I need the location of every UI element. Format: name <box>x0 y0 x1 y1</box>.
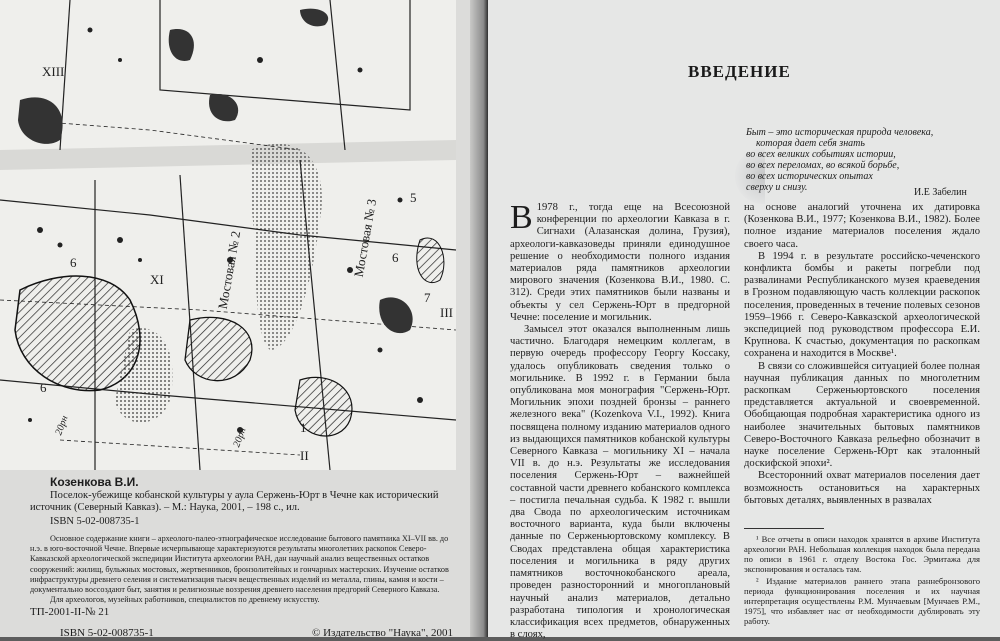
book-audience: Для археологов, музейных работников, специалистов по древнему искусству. <box>50 595 320 605</box>
epigraph-line: Быт – это историческая природа человека, <box>746 127 934 138</box>
map-label-7: 7 <box>424 290 431 305</box>
footnotes <box>744 534 980 628</box>
map-label-6b: 6 <box>392 250 399 265</box>
drop-cap: В <box>510 199 533 236</box>
paragraph-text: 1978 г., тогда еще на Всесоюзной конференции по археологии Кавказа в г. Сигнахи (Алазанская долина, Грузия), археологи-кавказоведы приняли единодушное решение о необходимости полного издания материалов ряда памятников археологии мирового значения (Козенкова В.И., 1980. С. 312). Среди этих памятников были названы и объекты у сел Сержень-Юрт в предгорной Чечне: поселение и могильник. <box>510 202 730 323</box>
paragraph: на основе аналогий уточнена их датировка (Козенкова В.И., 1977; Козенкова В.И., 1982). Более полное издание материалов поселения ждало своего часа. <box>744 202 980 250</box>
text-column-left <box>510 199 730 641</box>
map-label-grid-20a: 20рн <box>53 414 71 437</box>
book-annotation: Основное содержание книги – археолого-палео-этнографическое исследование бытового памятника XI–VII вв. до н.э. в юго-восточной Чечне. Впервые исчерпывающе характеризуются результаты многолетних раскопок Северо-Кавказской археологической экспедиции Института археологии РАН, дан научный анализ вещественных остатков сооружений: жилищ, бульжных мостовых, жертвенников, бронзолитейных и гончарных мастерских. Изучение остатков инфраструктуры древнего селения и систематизация тысяч вещественных изделий из металла, глины, камня и кости – документально воссоздают быт, занятия и религиозные воззрения древнего населения предгорий Северного Кавказа. <box>30 534 449 595</box>
book-description: Поселок-убежище кобанской культуры у аула Сержень-Юрт в Чечне как исторический источник (Северный Кавказ). – М.: Наука, 2001, – 198 с., ил. <box>30 490 439 513</box>
copyright: © Издательство "Наука", 2001 <box>312 627 453 637</box>
excavation-plan-map <box>0 0 456 470</box>
map-label-1: 1 <box>300 420 307 435</box>
left-page <box>0 0 478 637</box>
paragraph: Замысел этот оказался выполненным лишь частично. Благодаря немецким коллегам, в первую очередь профессору Георгу Коссаку, удалось опубликовать сведения только о могильнике. В 1992 г. в Германии была опубликована моя монография "Сержень-Юрт. Могильник эпохи поздней бронзы – раннего железного века" (Kozenkova V.I., 1992). Книга посвящена полному изданию материалов одного из выдающихся памятников кобанской культуры Северного Кавказа – могильнику XI – начала VII в. до н.э. Результаты же исследования поселения Сержень-Юрт – важнейшей составной части древнего кобанского комплекса – постигла печальная судьба. К 1982 г. вышли два Свода по археологическим источникам восточного варианта, куда были включены данные по Серженьюртовскому комплексу. В Сводах представлена общая характеристика поселения и могильника в ряду других памятников восточнокобанского ареала, проведен разносторонний и многоплановый научный анализ материалов, детально разработана типология и хронологическая классификация всех предметов, обнаруженных в слоях, <box>510 324 730 641</box>
epigraph-line: во всех исторических опытах <box>746 171 873 182</box>
map-label-grid-20b: 20рн <box>231 426 249 449</box>
epigraph-line: во всех великих событиях истории, <box>746 149 896 160</box>
publication-code: ТП-2001-II-№ 21 <box>30 606 110 618</box>
epigraph-line: во всех переломах, во всякой борьбе, <box>746 160 900 171</box>
bibliographic-block <box>30 476 462 605</box>
paragraph: В 1994 г. в результате российско-чеченского конфликта бомбы и ракеты погребли под развалинами Республиканского музея краеведения в Грозном подавляющую часть коллекции раскопок поселения, проведенных в течение полевых сезонов 1959–1966 г. Северо-Кавказской археологической экспедицией под руководством профессора Е.И. Крупнова. К счастью, документация по раскопкам сохранена и находится в Москве¹. <box>744 250 980 360</box>
epigraph <box>746 127 976 193</box>
paragraph <box>510 199 730 324</box>
footnote-divider <box>744 528 824 529</box>
text-column-right <box>744 202 980 507</box>
isbn-bottom: ISBN 5-02-008735-1 <box>60 627 154 637</box>
map-label-5: 5 <box>410 190 417 205</box>
map-label-street-3: Мостовая № 3 <box>350 197 380 279</box>
book-author: Козенкова В.И. <box>50 475 139 489</box>
epigraph-author: И.Е Забелин <box>914 187 967 198</box>
chapter-heading: ВВЕДЕНИЕ <box>688 62 791 81</box>
epigraph-line: сверху и снизу. <box>746 182 808 193</box>
map-label-street-2: Мостовая № 2 <box>214 229 244 311</box>
map-label-roman-bottom: II <box>300 448 309 463</box>
map-label-roman-top: XIII <box>42 64 65 79</box>
map-label-6c: 6 <box>40 380 47 395</box>
footnote: ² Издание материалов раннего этапа раннебронзового периода функционирования поселения и их научная интерпретация осуществлены Р.М. Мунчаевым [Мунчаев Р.М., 1975], что избавляет нас от необходимости дублировать эту работу. <box>744 576 980 626</box>
book-isbn: ISBN 5-02-008735-1 <box>50 516 140 527</box>
footnote: ¹ Все отчеты в описи находок хранятся в архиве Института археологии РАН. Небольшая коллекция находок была передана по описи в 1961 г. отделу Востока Гос. Эрмитажа для экспонирования и осталась там. <box>744 534 980 574</box>
map-label-6a: 6 <box>70 255 77 270</box>
map-label-roman-right: III <box>440 305 453 320</box>
map-label-roman-mid: XI <box>150 272 164 287</box>
paragraph: Всесторонний охват материалов поселения дает возможность остановиться на характерных бытовых деталях, выявленных в развалах <box>744 470 980 506</box>
epigraph-line: которая дает себя знать <box>756 138 865 149</box>
paragraph: В связи со сложившейся ситуацией более полная научная публикация данных по многолетним раскопкам Серженьюртовского поселения представляется актуальной и своевременной. Обобщающая подробная характеристика одного из наиболее значительных бытовых памятников Северо-Восточного Кавказа рельефно обозначит в науке поселение Сержень-Юрт как эталонный доскифской эпохи². <box>744 360 980 470</box>
